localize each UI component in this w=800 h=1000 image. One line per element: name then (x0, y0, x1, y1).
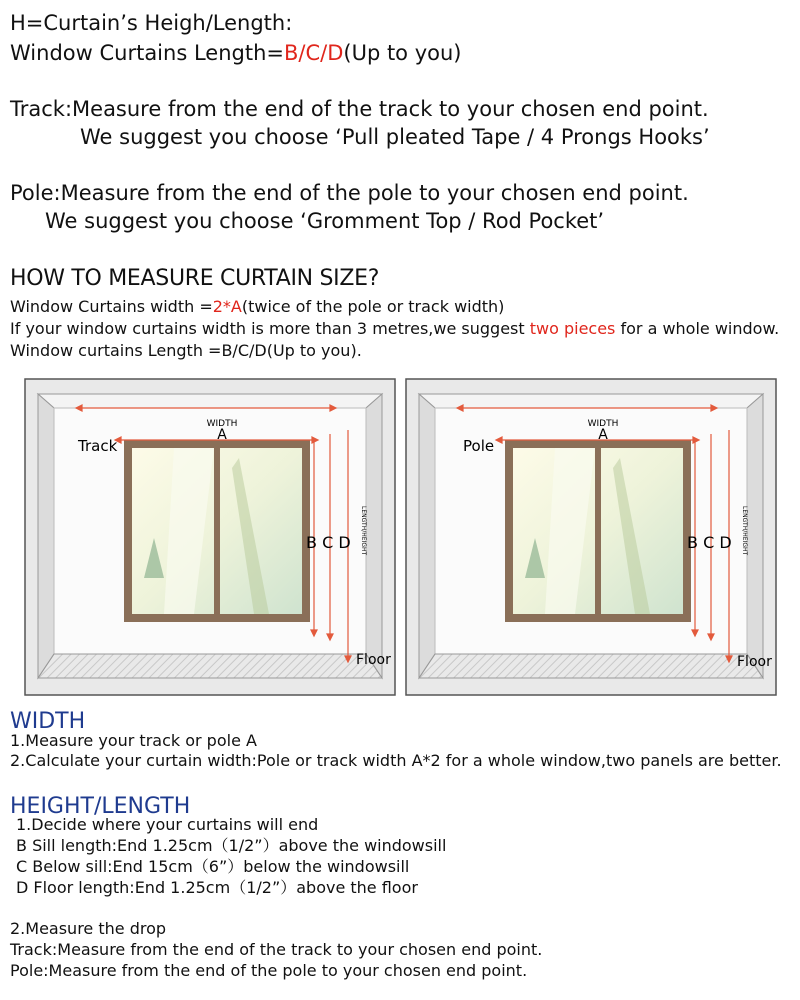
drop-track-line: Track:Measure from the end of the track to your chosen end point. (10, 940, 543, 959)
width-step-2: 2.Calculate your curtain width:Pole or track width A*2 for a whole window,two panels are better. (10, 751, 782, 770)
pole-diagram (405, 378, 777, 696)
length-height-label: LENGTH/HEIGHT (741, 506, 748, 556)
track-suggestion: We suggest you choose ‘Pull pleated Tape / 4 Prongs Hooks’ (80, 125, 710, 149)
floor-label: Floor (356, 652, 391, 668)
a-label: A (598, 427, 608, 443)
pole-measure-line: Pole:Measure from the end of the pole to your chosen end point. (10, 181, 689, 205)
width-step-1: 1.Measure your track or pole A (10, 731, 257, 750)
length-height-label: LENGTH/HEIGHT (360, 506, 367, 556)
option-b-sill-length: B Sill length:End 1.25cm（1/2”）above the windowsill (16, 836, 447, 855)
track-diagram (24, 378, 396, 696)
curtain-length-definition: Window Curtains Length=B/C/D(Up to you) (10, 41, 462, 65)
curtain-length-rule: Window curtains Length =B/C/D(Up to you). (10, 341, 362, 360)
width-heading: WIDTH (10, 709, 86, 734)
height-step-1: 1.Decide where your curtains will end (16, 815, 319, 834)
curtain-height-definition: H=Curtain’s Heigh/Length: (10, 11, 293, 35)
pole-label: Pole (463, 437, 495, 455)
bcd-label: B C D (306, 533, 351, 552)
width-label: WIDTH (587, 419, 619, 429)
option-d-floor-length: D Floor length:End 1.25cm（1/2”）above the floor (16, 878, 418, 897)
width-label: WIDTH (206, 419, 238, 429)
option-c-below-sill: C Below sill:End 15cm（6”）below the windowsill (16, 857, 410, 876)
track-label: Track (78, 437, 118, 455)
track-measure-line: Track:Measure from the end of the track to your chosen end point. (10, 97, 709, 121)
pole-suggestion: We suggest you choose ‘Gromment Top / Rod Pocket’ (45, 209, 605, 233)
two-pieces-advice: If your window curtains width is more than 3 metres,we suggest two pieces for a whole window. (10, 319, 780, 338)
a-label: A (217, 427, 227, 443)
bcd-label: B C D (687, 533, 732, 552)
how-to-measure-heading: HOW TO MEASURE CURTAIN SIZE? (10, 266, 380, 291)
height-step-2: 2.Measure the drop (10, 919, 167, 938)
drop-pole-line: Pole:Measure from the end of the pole to your chosen end point. (10, 961, 528, 980)
curtain-width-rule: Window Curtains width =2*A(twice of the pole or track width) (10, 297, 505, 316)
floor-label: Floor (737, 654, 772, 670)
height-length-heading: HEIGHT/LENGTH (10, 794, 191, 819)
